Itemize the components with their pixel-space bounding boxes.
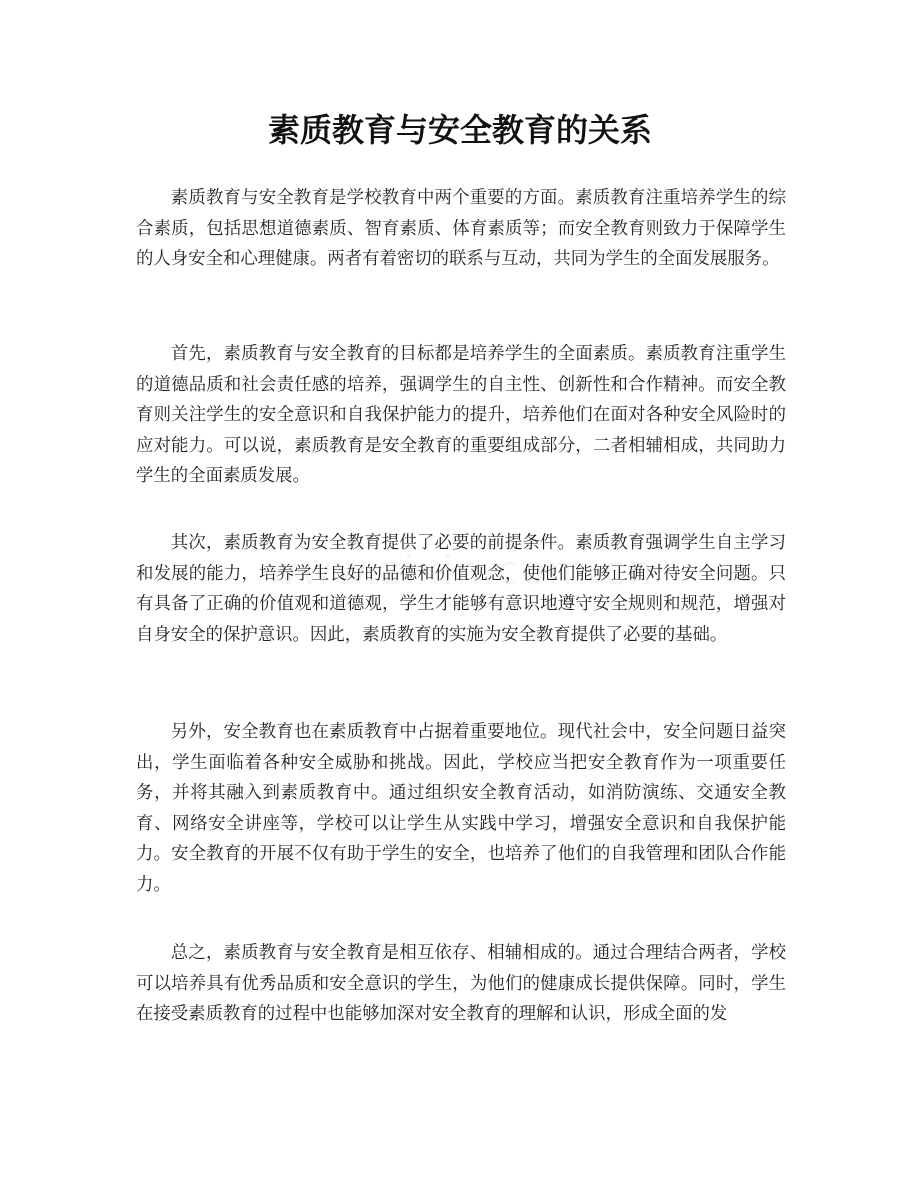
paragraph-3: 其次，素质教育为安全教育提供了必要的前提条件。素质教育强调学生自主学习和发展的能力，培养学生良好的品德和价值观念，使他们能够正确对待安全问题。只有具备了正确的价值观和道德观，学生才能够有意识地遵守安全规则和规范，增强对自身安全的保护意识。因此，素质教育的实施为安全教育提供了必要的基础。 (136, 533, 786, 645)
document-title: 素质教育与安全教育的关系 (267, 111, 652, 149)
paragraph-2: 首先，素质教育与安全教育的目标都是培养学生的全面素质。素质教育注重学生的道德品质和社会责任感的培养，强调学生的自主性、创新性和合作精神。而安全教育则关注学生的安全意识和自我保护能力的提升，培养他们在面对各种安全风险时的应对能力。可以说，素质教育是安全教育的重要组成部分，二者相辅相成，共同助力学生的全面素质发展。 (136, 344, 786, 486)
paragraph-5: 总之，素质教育与安全教育是相互依存、相辅相成的。通过合理结合两者，学校可以培养具有优秀品质和安全意识的学生，为他们的健康成长提供保障。同时，学生在接受素质教育的过程中也能够加深对安全教育的理解和认识，形成全面的发 (136, 943, 786, 1024)
paragraph-4: 另外，安全教育也在素质教育中占据着重要地位。现代社会中，安全问题日益突出，学生面临着各种安全威胁和挑战。因此，学校应当把安全教育作为一项重要任务，并将其融入到素质教育中。通过组织安全教育活动，如消防演练、交通安全教育、网络安全讲座等，学校可以让学生从实践中学习，增强安全意识和自我保护能力。安全教育的开展不仅有助于学生的安全，也培养了他们的自我管理和团队合作能力。 (136, 722, 786, 895)
paragraph-1: 素质教育与安全教育是学校教育中两个重要的方面。素质教育注重培养学生的综合素质，包括思想道德素质、智育素质、体育素质等；而安全教育则致力于保障学生的人身安全和心理健康。两者有着密切的联系与互动，共同为学生的全面发展服务。 (136, 188, 786, 269)
